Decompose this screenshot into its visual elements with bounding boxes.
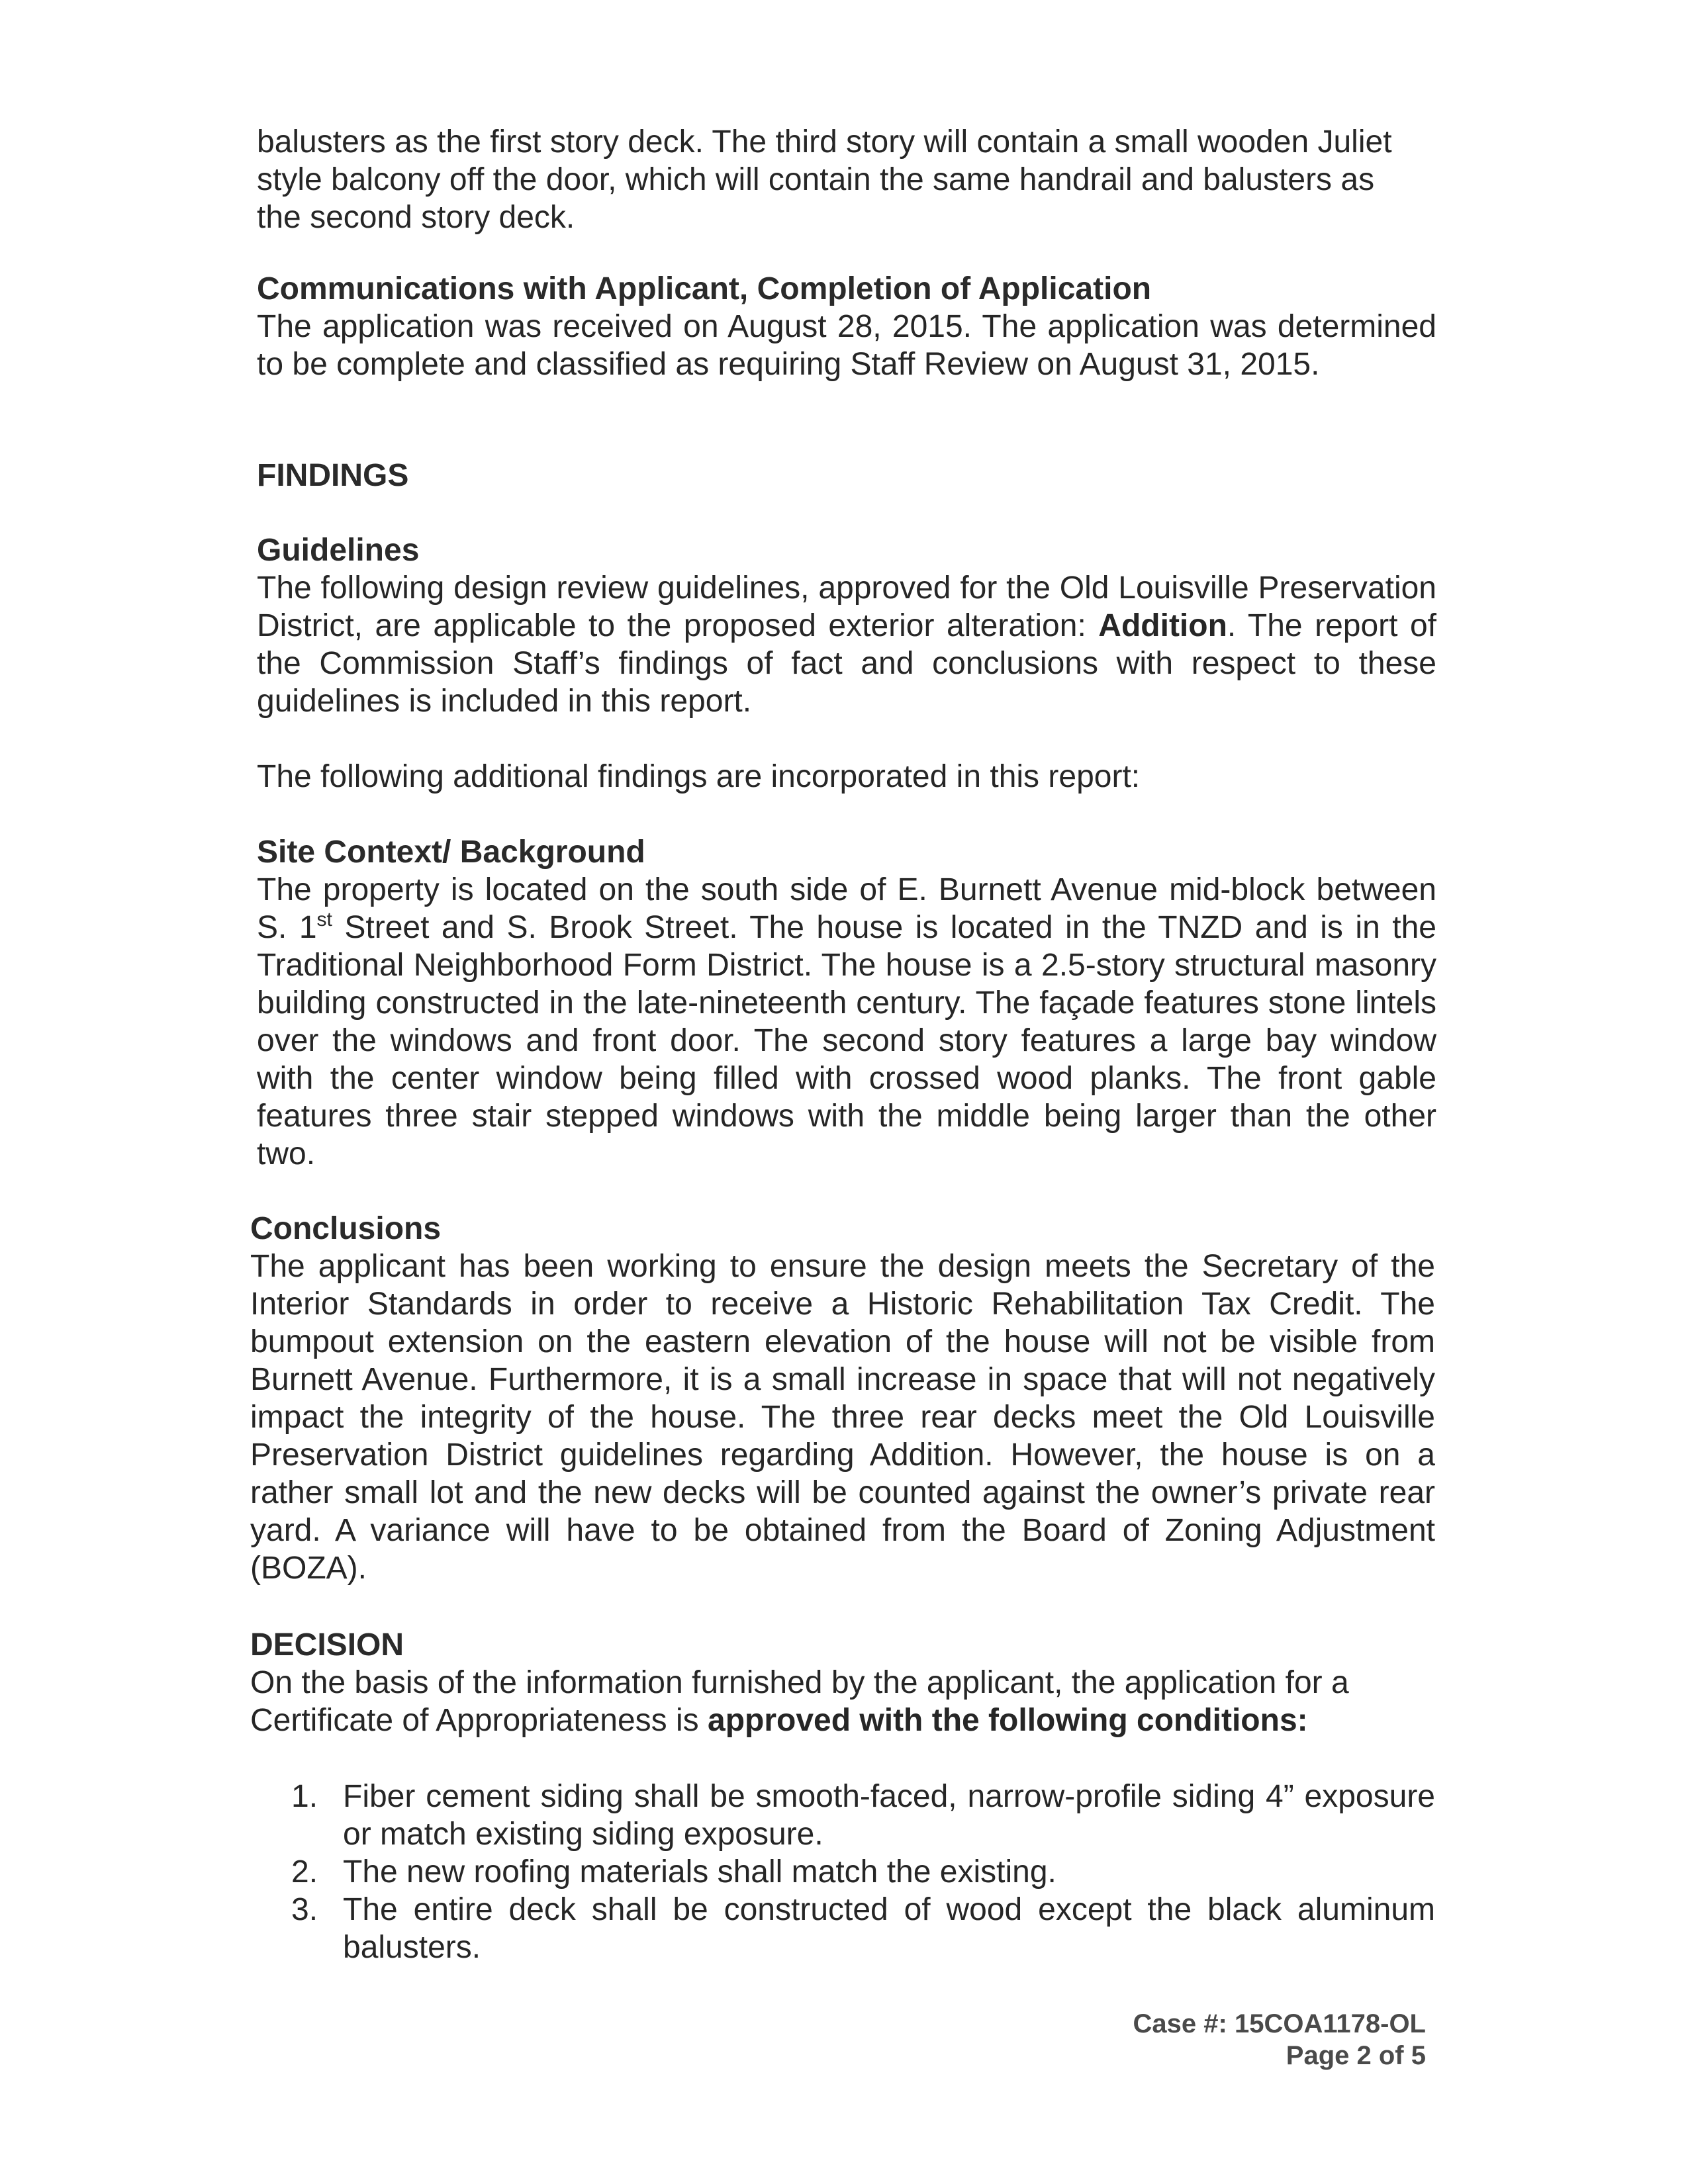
communications-section bbox=[257, 270, 1436, 383]
condition-text: The new roofing materials shall match the existing. bbox=[343, 1854, 1056, 1889]
site-context-body-text-end: Street and S. Brook Street. The house is located in the TNZD and is in the Traditional Neighborhood Form District. The house is a 2.5-story structural masonry building constructed in the late-nineteenth century. The façade features stone lintels over the windows and front door. The second story features a large bay window with the center window being filled with crossed wood planks. The front gable features three stair stepped windows with the middle being larger than the other two. bbox=[257, 910, 1436, 1171]
conditions-list-block bbox=[250, 1778, 1435, 1966]
guidelines-section bbox=[257, 531, 1436, 720]
condition-item bbox=[250, 1853, 1435, 1891]
conditions-list bbox=[250, 1778, 1435, 1966]
findings-heading-block bbox=[257, 457, 1436, 494]
decision-heading: DECISION bbox=[250, 1627, 404, 1662]
site-context-section bbox=[257, 833, 1436, 1173]
condition-text: The entire deck shall be constructed of wood except the black aluminum balusters. bbox=[343, 1892, 1435, 1965]
condition-number: 2. bbox=[291, 1854, 318, 1889]
communications-heading: Communications with Applicant, Completion of Application bbox=[257, 271, 1152, 306]
site-context-body bbox=[257, 871, 1436, 1173]
condition-number: 1. bbox=[291, 1779, 318, 1814]
guidelines-heading: Guidelines bbox=[257, 533, 420, 568]
findings-heading: FINDINGS bbox=[257, 458, 409, 493]
ordinal-superscript: st bbox=[316, 909, 332, 931]
conclusions-body: The applicant has been working to ensure the design meets the Secretary of the Interior Standards in order to receive a Historic Rehabilitation Tax Credit. The bumpout extension on the eastern elevation of the house will not be visible from Burnett Avenue. Furthermore, it is a small increase in space that will not negatively impact the integrity of the house. The three rear decks meet the Old Louisville Preservation District guidelines regarding Addition. However, the house is on a rather small lot and the new decks will be counted against the owner’s private rear yard. A variance will have to be obtained from the Board of Zoning Adjustment (BOZA). bbox=[250, 1249, 1435, 1586]
condition-item bbox=[250, 1891, 1435, 1966]
decision-body-text: On the basis of the information furnished by the applicant, the application for a Certificate of Appropriateness is bbox=[250, 1665, 1349, 1738]
communications-body: The application was received on August 28, 2015. The application was determined to be complete and classified as requiring Staff Review on August 31, 2015. bbox=[257, 309, 1436, 382]
intro-paragraph bbox=[257, 123, 1436, 236]
guidelines-body bbox=[257, 569, 1436, 720]
page-footer bbox=[1133, 2008, 1426, 2071]
guidelines-body-text-end: . The report of the Commission Staff’s findings of fact and conclusions with respect to these guidelines is included in this report. bbox=[257, 608, 1437, 719]
guidelines-body-bold: Addition bbox=[1098, 608, 1227, 643]
additional-findings-note: The following additional findings are incorporated in this report: bbox=[257, 759, 1141, 794]
case-number: Case #: 15COA1178-OL bbox=[1133, 2009, 1426, 2038]
intro-line: balusters as the first story deck. The third story will contain a small wooden Juliet bbox=[257, 124, 1392, 159]
additional-findings-note-block bbox=[257, 758, 1436, 796]
site-context-heading: Site Context/ Background bbox=[257, 835, 645, 870]
condition-number: 3. bbox=[291, 1892, 318, 1927]
intro-line: style balcony off the door, which will contain the same handrail and balusters as bbox=[257, 162, 1375, 197]
site-context-body-text: The property is located on the south side of E. Burnett Avenue mid-block between S. 1 bbox=[257, 872, 1436, 945]
intro-line: the second story deck. bbox=[257, 200, 575, 235]
condition-item bbox=[250, 1778, 1435, 1853]
conclusions-heading: Conclusions bbox=[250, 1211, 442, 1246]
decision-section bbox=[250, 1626, 1435, 1739]
page-number: Page 2 of 5 bbox=[1286, 2041, 1426, 2070]
guidelines-body-text: The following design review guidelines, approved for the Old Louisville Preservation District, are applicable to the proposed exterior alteration: bbox=[257, 570, 1436, 643]
condition-text: Fiber cement siding shall be smooth-faced, narrow-profile siding 4” exposure or match existing siding exposure. bbox=[343, 1779, 1435, 1852]
decision-body bbox=[250, 1664, 1435, 1739]
conclusions-section bbox=[250, 1210, 1435, 1587]
decision-body-bold: approved with the following conditions: bbox=[708, 1703, 1308, 1738]
